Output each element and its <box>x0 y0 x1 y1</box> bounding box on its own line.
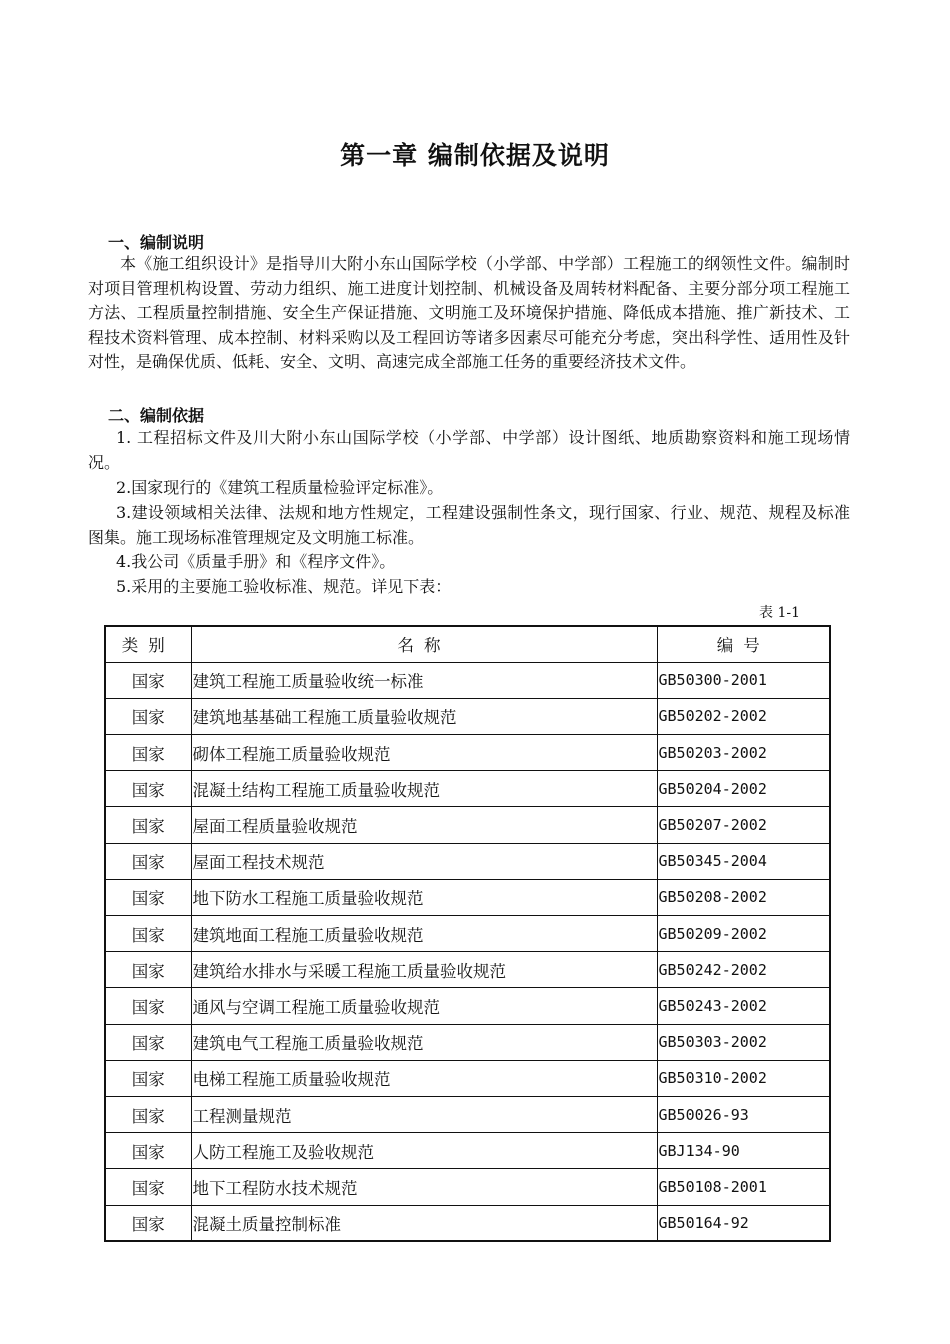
table-row <box>105 662 830 698</box>
row-category-cell: 国家 <box>105 698 191 734</box>
row-name-cell: 工程测量规范 <box>191 1096 657 1132</box>
row-name-cell: 电梯工程施工质量验收规范 <box>191 1060 657 1096</box>
basis-item-4: 4.我公司《质量手册》和《程序文件》。 <box>116 552 396 571</box>
row-code-cell: GB50207-2002 <box>657 807 830 843</box>
row-code-cell: GBJ134-90 <box>657 1133 830 1169</box>
row-code-cell: GB50243-2002 <box>657 988 830 1024</box>
table-row <box>105 1096 830 1132</box>
row-code-cell: GB50026-93 <box>657 1096 830 1132</box>
table-row <box>105 1133 830 1169</box>
row-code-cell: GB50204-2002 <box>657 771 830 807</box>
header-code: 编号 <box>657 626 830 662</box>
table-caption: 表 1-1 <box>759 605 800 621</box>
table-row <box>105 952 830 988</box>
table-row <box>105 807 830 843</box>
table-row <box>105 1169 830 1205</box>
row-name-cell: 地下工程防水技术规范 <box>191 1169 657 1205</box>
row-category-cell: 国家 <box>105 843 191 879</box>
row-name-cell: 屋面工程质量验收规范 <box>191 807 657 843</box>
row-category-cell: 国家 <box>105 1096 191 1132</box>
table-row <box>105 771 830 807</box>
row-code-cell: GB50345-2004 <box>657 843 830 879</box>
section-heading-basis: 二、编制依据 <box>108 406 205 425</box>
row-name-cell: 建筑电气工程施工质量验收规范 <box>191 1024 657 1060</box>
row-code-cell: GB50209-2002 <box>657 916 830 952</box>
row-category-cell: 国家 <box>105 807 191 843</box>
basis-item-3: 3.建设领域相关法律、法规和地方性规定，工程建设强制性条文，现行国家、行业、规范、规程及标准图集。施工现场标准管理规定及文明施工标准。 <box>88 503 850 547</box>
basis-item-1: 1. 工程招标文件及川大附小东山国际学校（小学部、中学部）设计图纸、地质勘察资料和施工现场情况。 <box>88 428 850 472</box>
table-row <box>105 1024 830 1060</box>
table-row <box>105 1205 830 1241</box>
row-code-cell: GB50108-2001 <box>657 1169 830 1205</box>
row-code-cell: GB50164-92 <box>657 1205 830 1241</box>
table-row <box>105 1060 830 1096</box>
table-row <box>105 879 830 915</box>
row-category-cell: 国家 <box>105 1169 191 1205</box>
row-category-cell: 国家 <box>105 771 191 807</box>
row-category-cell: 国家 <box>105 735 191 771</box>
basis-item-2: 2.国家现行的《建筑工程质量检验评定标准》。 <box>116 478 444 497</box>
row-name-cell: 混凝土结构工程施工质量验收规范 <box>191 771 657 807</box>
row-code-cell: GB50242-2002 <box>657 952 830 988</box>
row-code-cell: GB50303-2002 <box>657 1024 830 1060</box>
row-name-cell: 建筑地基基础工程施工质量验收规范 <box>191 698 657 734</box>
table-row <box>105 988 830 1024</box>
chapter-title: 第一章 编制依据及说明 <box>340 141 610 170</box>
row-name-cell: 地下防水工程施工质量验收规范 <box>191 879 657 915</box>
table-row <box>105 843 830 879</box>
row-category-cell: 国家 <box>105 916 191 952</box>
row-category-cell: 国家 <box>105 988 191 1024</box>
row-name-cell: 建筑工程施工质量验收统一标准 <box>191 662 657 698</box>
description-paragraph: 本《施工组织设计》是指导川大附小东山国际学校（小学部、中学部）工程施工的纲领性文件。编制时对项目管理机构设置、劳动力组织、施工进度计划控制、机械设备及周转材料配备、主要分部分项工程施工方法、工程质量控制措施、安全生产保证措施、文明施工及环境保护措施、降低成本措施、推广新技术、工程技术资料管理、成本控制、材料采购以及工程回访等诸多因素尽可能充分考虑，突出科学性、适用性及针对性，是确保优质、低耗、安全、文明、高速完成全部施工任务的重要经济技术文件。 <box>88 254 850 372</box>
table-row <box>105 735 830 771</box>
row-name-cell: 建筑给水排水与采暖工程施工质量验收规范 <box>191 952 657 988</box>
basis-item-5: 5.采用的主要施工验收标准、规范。详见下表： <box>116 577 452 596</box>
section-heading-description: 一、编制说明 <box>108 233 205 252</box>
table-row <box>105 698 830 734</box>
row-name-cell: 人防工程施工及验收规范 <box>191 1133 657 1169</box>
row-category-cell: 国家 <box>105 879 191 915</box>
row-name-cell: 通风与空调工程施工质量验收规范 <box>191 988 657 1024</box>
standards-table <box>104 625 831 1242</box>
row-name-cell: 砌体工程施工质量验收规范 <box>191 735 657 771</box>
row-category-cell: 国家 <box>105 1133 191 1169</box>
row-name-cell: 混凝土质量控制标准 <box>191 1205 657 1241</box>
table-body <box>105 662 830 1241</box>
row-category-cell: 国家 <box>105 1024 191 1060</box>
row-code-cell: GB50202-2002 <box>657 698 830 734</box>
header-category: 类别 <box>105 626 191 662</box>
row-code-cell: GB50310-2002 <box>657 1060 830 1096</box>
row-category-cell: 国家 <box>105 662 191 698</box>
row-category-cell: 国家 <box>105 1060 191 1096</box>
row-name-cell: 建筑地面工程施工质量验收规范 <box>191 916 657 952</box>
row-code-cell: GB50300-2001 <box>657 662 830 698</box>
table-header-row <box>105 626 830 662</box>
row-name-cell: 屋面工程技术规范 <box>191 843 657 879</box>
table-row <box>105 916 830 952</box>
row-category-cell: 国家 <box>105 952 191 988</box>
row-code-cell: GB50203-2002 <box>657 735 830 771</box>
row-category-cell: 国家 <box>105 1205 191 1241</box>
row-code-cell: GB50208-2002 <box>657 879 830 915</box>
header-name: 名称 <box>191 626 657 662</box>
